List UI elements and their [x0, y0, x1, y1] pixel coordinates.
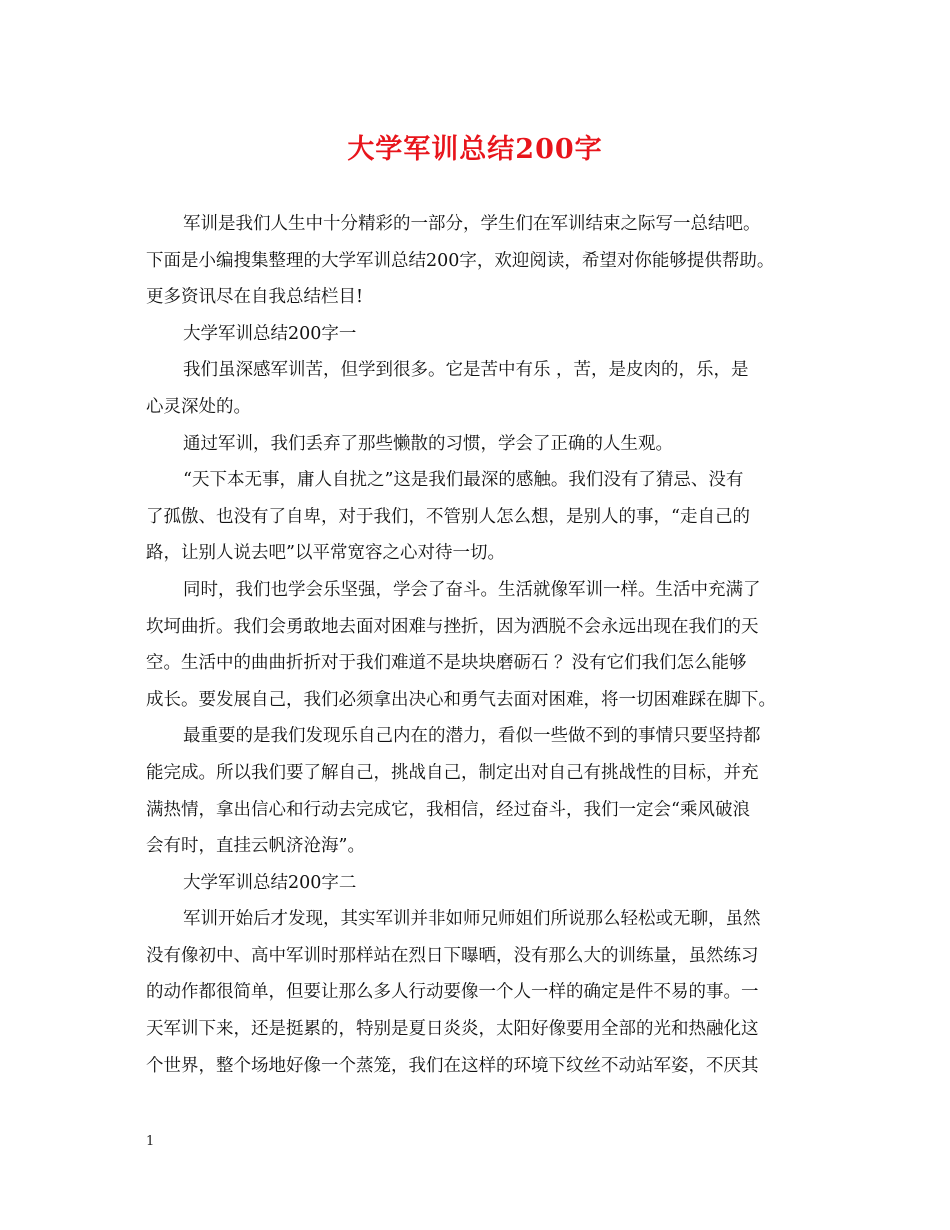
- paragraph-line: 个世界，整个场地好像一个蒸笼，我们在这样的环境下纹丝不动站军姿，不厌其: [146, 1055, 759, 1076]
- section-heading: 大学军训总结200字一: [183, 323, 357, 344]
- paragraph-line: 军训是我们人生中十分精彩的一部分，学生们在军训结束之际写一总结吧。: [183, 214, 761, 234]
- paragraph-line: 满热情，拿出信心和行动去完成它，我相信，经过奋斗，我们一定会“乘风破浪: [146, 799, 750, 820]
- paragraph-line: 军训开始后才发现，其实军训并非如师兄师姐们所说那么轻松或无聊，虽然: [183, 909, 761, 930]
- paragraph-line: 成长。要发展自己，我们必须拿出决心和勇气去面对困难，将一切困难踩在脚下。: [146, 689, 776, 710]
- paragraph-line: 天军训下来，还是挺累的，特别是夏日炎炎，太阳好像要用全部的光和热融化这: [146, 1019, 759, 1040]
- paragraph-line: 路，让别人说去吧”以平常宽容之心对待一切。: [146, 543, 505, 564]
- paragraph-line: 的动作都很简单，但要让那么多人行动要像一个人一样的确定是件不易的事。一: [146, 982, 759, 1003]
- paragraph-line: 坎坷曲折。我们会勇敢地去面对困难与挫折，因为洒脱不会永远出现在我们的天: [146, 616, 759, 637]
- paragraph-line: 能完成。所以我们要了解自己，挑战自己，制定出对自己有挑战性的目标，并充: [146, 762, 759, 783]
- paragraph-line: 会有时，直挂云帆济沧海”。: [146, 836, 365, 857]
- paragraph-line: “天下本无事，庸人自扰之”这是我们最深的感触。我们没有了猜忌、没有: [183, 470, 744, 491]
- paragraph-line: 更多资讯尽在自我总结栏目!: [146, 287, 364, 308]
- paragraph-line: 通过军训，我们丢弃了那些懒散的习惯，学会了正确的人生观。: [183, 433, 673, 454]
- document-body: [146, 206, 814, 1084]
- paragraph-line: 同时，我们也学会乐坚强，学会了奋斗。生活就像军训一样。生活中充满了: [183, 579, 761, 600]
- page-number: 1: [146, 1134, 155, 1149]
- paragraph-line: 空。生活中的曲曲折折对于我们难道不是块块磨砺石 ？没有它们我们怎么能够: [146, 653, 747, 674]
- section-heading: 大学军训总结200字二: [183, 872, 357, 893]
- paragraph-line: 心灵深处的。: [146, 396, 251, 417]
- document-title: 大学军训总结200字: [347, 134, 603, 165]
- paragraph-line: 我们虽深感军训苦，但学到很多。它是苦中有乐 ，苦，是皮肉的，乐，是: [183, 360, 749, 381]
- paragraph-line: 了孤傲、也没有了自卑，对于我们，不管别人怎么想，是别人的事，“走自己的: [146, 506, 750, 527]
- paragraph-line: 最重要的是我们发现乐自己内在的潜力，看似一些做不到的事情只要坚持都: [183, 726, 761, 747]
- paragraph-line: 没有像初中、高中军训时那样站在烈日下曝晒，没有那么大的训练量，虽然练习: [146, 945, 759, 966]
- paragraph-line: 下面是小编搜集整理的大学军训总结200字，欢迎阅读，希望对你能够提供帮助。: [146, 250, 775, 271]
